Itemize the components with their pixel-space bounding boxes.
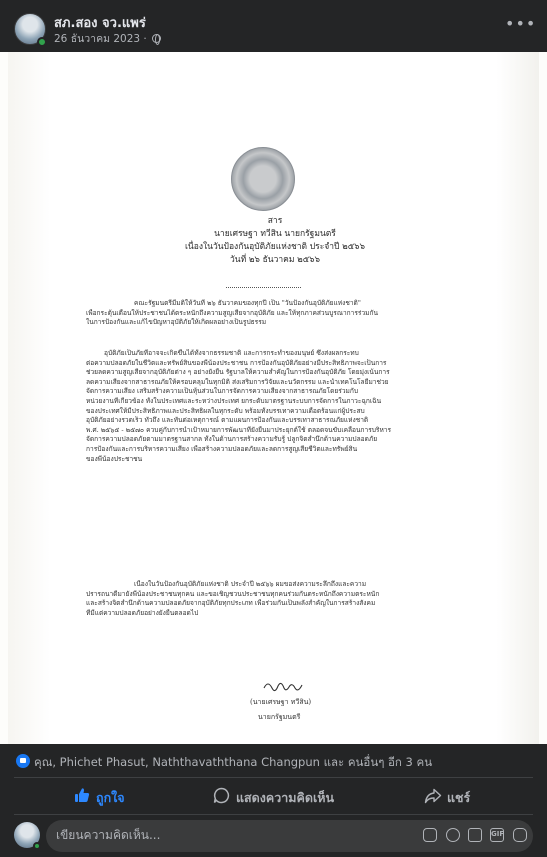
paragraph-line: อุบัติภัยอย่างรวดเร็ว ทั่วถึง และทันต่อเหตุการณ์ ตามแผนการป้องกันและบรรเทาสาธารณภัยแห่งชาติ [86, 416, 369, 425]
globe-icon [152, 34, 161, 43]
paragraph-line: ต่อความปลอดภัยในชีวิตและทรัพย์สินของพี่น้องประชาชน การป้องกันอุบัติภัยอย่างมีประสิทธิภาพจะเป็นการ [86, 358, 387, 367]
thumbs-up-icon [74, 787, 90, 803]
paragraph-line: จัดการความปลอดภัยตามมาตรฐานสากล ทั้งในด้านการสร้างความรับรู้ ปลูกจิตสำนึกด้านความปลอดภัย [86, 435, 378, 444]
more-options-icon[interactable]: ••• [505, 14, 537, 33]
paragraph-line: ปรารถนาดีมายังพี่น้องประชาชนทุกคน และขอเชิญชวนประชาชนทุกคนร่วมกันตระหนักถึงความตระหนัก [86, 589, 380, 598]
paragraph-line: คณะรัฐมนตรีมีมติให้วันที่ ๒๖ ธันวาคมของทุกปี เป็น "วันป้องกันอุบัติภัยแห่งชาติ" [134, 299, 361, 307]
document-paragraph-3 [86, 580, 474, 618]
handwritten-signature [262, 678, 322, 694]
share-button-label[interactable]: แชร์ [447, 790, 471, 805]
sticker-icon[interactable] [423, 828, 437, 842]
online-status-icon [33, 842, 41, 850]
paragraph-line: จัดการความเสี่ยง เสริมสร้างความเป็นหุ้นส่วนในการจัดการความเสี่ยงจากสาธารณภัยโดยร่วมกับ [86, 387, 359, 396]
paragraph-line: เพื่อกระตุ้นเตือนให้ประชาชนได้ตระหนักถึงความสูญเสียจากอุบัติภัย และให้ทุกภาคส่วนบูรณาการร่วมกัน [86, 308, 378, 317]
comment-composer [0, 814, 547, 857]
like-reaction-icon [16, 754, 30, 768]
page-name-link[interactable]: สภ.สอง จว.แพร่ [54, 16, 146, 31]
post-photo[interactable] [0, 52, 547, 744]
paragraph-line: ในการป้องกันและแก้ไขปัญหาอุบัติภัยให้เกิดผลอย่างเป็นรูปธรรม [86, 318, 267, 327]
document-paragraph-2 [86, 349, 474, 464]
document-paragraph-1 [86, 299, 474, 328]
signature-name: (นายเศรษฐา ทวีสิน) [250, 698, 312, 706]
post-header [0, 0, 547, 52]
reaction-summary-text[interactable]: คุณ, Phichet Phasut, Naththavaththana Changpun และ คนอื่นๆ อีก 3 คน [34, 755, 433, 769]
title-divider [226, 287, 301, 288]
paragraph-line: พ.ศ. ๒๕๖๕ - ๒๕๗๐ ควบคู่กับการนำเป้าหมายการพัฒนาที่ยั่งยืนมาประยุกต์ใช้ ตลอดจนขับเคลื่อนการบริหาร [86, 425, 392, 434]
paragraph-line: อุบัติภัยเป็นภัยที่อาจจะเกิดขึ้นได้ทั้งจากธรรมชาติ และการกระทำของมนุษย์ ซึ่งส่งผลกระทบ [104, 349, 359, 357]
document-title [40, 215, 510, 267]
paragraph-line: และสร้างจิตสำนึกด้านความปลอดภัยจากอุบัติภัยทุกประเภท เพื่อร่วมกันเป็นพลังสำคัญในการสร้างสังคม [86, 599, 376, 608]
comment-input-placeholder: เขียนความคิดเห็น... [56, 828, 161, 842]
online-status-icon [37, 37, 47, 47]
post-action-bar [14, 778, 533, 814]
government-seal-icon [231, 147, 295, 211]
paragraph-line: เนื่องในวันป้องกันอุบัติภัยแห่งชาติ ประจำปี ๒๕๖๖ ผมขอส่งความระลึกถึงและความ [134, 580, 367, 588]
document-title-line: นายเศรษฐา ทวีสิน นายกรัฐมนตรี [214, 229, 336, 239]
paragraph-line: การป้องกันและการบริหารความเสี่ยง เพื่อสร้างความปลอดภัยและลดการสูญเสียชีวิตและทรัพย์สิน [86, 444, 358, 453]
post-meta [54, 30, 161, 47]
paragraph-line: ของประเทศให้มีประสิทธิภาพและประสิทธิผลในทุกระดับ พร้อมทั้งบรรเทาความเดือดร้อนแก่ผู้ประสบ [86, 406, 365, 415]
gif-icon[interactable]: GIF [490, 828, 504, 842]
share-icon [424, 788, 442, 804]
avatar-sticker-icon[interactable] [513, 828, 527, 842]
paragraph-line: ลดความเสี่ยงจากสาธารณภัยให้ครอบคลุมในทุกมิติ ส่งเสริมการวิจัยและนวัตกรรม และนำเทคโนโลยีมาช่วย [86, 377, 389, 386]
document-title-line: วันที่ ๒๖ ธันวาคม ๒๕๖๖ [230, 255, 320, 265]
signature-role: นายกรัฐมนตรี [258, 713, 301, 721]
post-date-link[interactable]: 26 ธันวาคม 2023 · [54, 33, 151, 45]
comment-button-label[interactable]: แสดงความคิดเห็น [236, 790, 335, 805]
paragraph-line: ที่มีแต่ความปลอดภัยอย่างยั่งยืนตลอดไป [86, 608, 199, 617]
document-title-line: สาร [267, 216, 283, 226]
reaction-summary[interactable] [0, 744, 547, 778]
emoji-icon[interactable] [446, 828, 460, 842]
like-button-label[interactable]: ถูกใจ [96, 790, 125, 805]
camera-icon[interactable] [468, 828, 482, 842]
paragraph-line: ช่วยลดความสูญเสียจากอุบัติภัยต่าง ๆ อย่างยั่งยืน รัฐบาลให้ความสำคัญในการป้องกันอุบัติภัย โดยมุ่งเน้นการ [86, 368, 390, 377]
paragraph-line: ของพี่น้องประชาชน [86, 454, 143, 463]
paragraph-line: หน่วยงานที่เกี่ยวข้อง ทั้งในประเทศและระหว่างประเทศ ยกระดับมาตรฐานระบบการจัดการในภาวะฉุกเฉิน [86, 396, 382, 405]
comment-icon [213, 787, 230, 804]
document-title-line: เนื่องในวันป้องกันอุบัติภัยแห่งชาติ ประจำปี ๒๕๖๖ [185, 242, 365, 252]
